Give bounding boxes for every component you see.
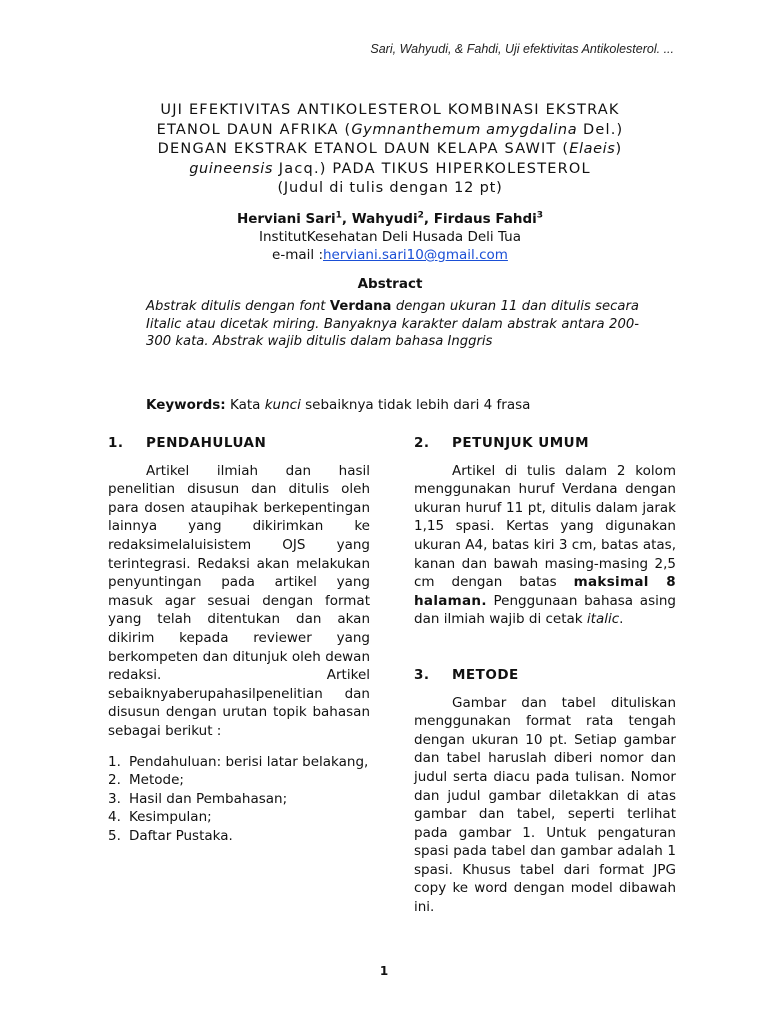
section-heading-petunjuk-umum: 2. PETUNJUK UMUM [414,435,590,451]
keywords: Keywords: Kata kunci sebaiknya tidak lebih dari 4 frasa [146,397,531,413]
title-species-2b: guineensis [189,160,273,177]
author-2: Wahyudi [351,211,418,227]
list-item: 5. Daftar Pustaka. [108,827,233,844]
list-item: 1. Pendahuluan: berisi latar belakang, [108,753,369,770]
list-item: 2. Metode; [108,772,184,789]
keywords-label: Keywords: [146,397,226,413]
email-line: e-mail :herviani.sari10@gmail.com [272,247,508,263]
title-note: (Judul di tulis dengan 12 pt) [277,180,503,196]
author-3: Firdaus Fahdi [433,211,537,227]
title-line-3: DENGAN EKSTRAK ETANOL DAUN KELAPA SAWIT (Elaeis) [157,141,623,157]
list-item: 4. Kesimpulan; [108,809,212,826]
author-1: Herviani Sari [236,211,336,227]
institution: InstitutKesehatan Deli Husada Deli Tua [259,229,521,245]
author-block [100,210,680,264]
section-heading-pendahuluan: 1. PENDAHULUAN [108,435,267,451]
author-names: Herviani Sari$^1$, Wahyudi$^2$, Firdaus Fahdi$^3$ [236,210,544,227]
title-line-1: UJI EFEKTIVITAS ANTIKOLESTEROL KOMBINASI EKSTRAK [160,102,620,118]
section-paragraph-metode: Gambar dan tabel dituliskan menggunakan format rata tengah dengan ukuran 10 pt. Setiap gambar dan tabel haruslah diberi nomor dan judul serta diacu pada tulisan. Nomor dan judul gambar diletakkan di atas gambar dan tabel, seperti terlihat pada gambar 1. Untuk pengaturan spasi pada tabel dan gambar adalah 1 spasi. Khusus tabel dari format JPG copy ke word dengan model dibawah ini. [414,694,676,916]
running-head: Sari, Wahyudi, & Fahdi, Uji efektivitas Antikolesterol. ... [370,42,674,56]
section-paragraph-pendahuluan: Artikel ilmiah dan hasil penelitian disusun dan ditulis oleh para dosen ataupihak berkepentingan lainnya yang dikirimkan ke redaksimelaluisistem OJS yang terintegrasi. Redaksi akan melakukan penyuntingan pada artikel yang masuk agar sesuai dengan format yang telah ditentukan dan akan dikirim kepada reviewer yang berkompeten dan ditunjuk oleh dewan redaksi. Artikel sebaiknyaberupahasilpenelitian dan disusun dengan urutan topik bahasan sebagai berikut : [108,462,370,739]
list-item: 3. Hasil dan Pembahasan; [108,790,288,807]
page-number: 1 [379,964,389,978]
section-heading-metode: 3. METODE [414,666,519,683]
abstract-heading: Abstract [357,276,423,292]
topic-list [108,753,370,846]
abstract-text: Abstrak ditulis dengan font Verdana dengan ukuran 11 dan ditulis secara Iitalic atau dicetak miring. Banyaknya karakter dalam abstrak antara 200-300 kata. Abstrak wajib ditulis dalam bahasa Inggris [146,299,639,349]
title-line-4: guineensis Jacq.) PADA TIKUS HIPERKOLESTEROL [189,160,591,177]
section-paragraph-petunjuk-umum: Artikel di tulis dalam 2 kolom menggunakan huruf Verdana dengan ukuran huruf 11 pt, ditulis dalam jarak 1,15 spasi. Kertas yang digunakan ukuran A4, batas kiri 3 cm, batas atas, kanan dan bawah masing-masing 2,5 cm dengan batas maksimal 8 halaman. Penggunaan bahasa asing dan ilmiah wajib di cetak italic. [414,462,676,628]
title-species-1: Gymnanthemum amygdalina [351,121,578,138]
email-link[interactable]: herviani.sari10@gmail.com [323,247,508,263]
right-column [414,434,676,917]
paper-title [100,101,680,199]
title-species-2a: Elaeis [569,141,616,157]
title-line-2: ETANOL DAUN AFRIKA (Gymnanthemum amygdalina Del.) [156,121,624,138]
left-column [108,434,370,845]
